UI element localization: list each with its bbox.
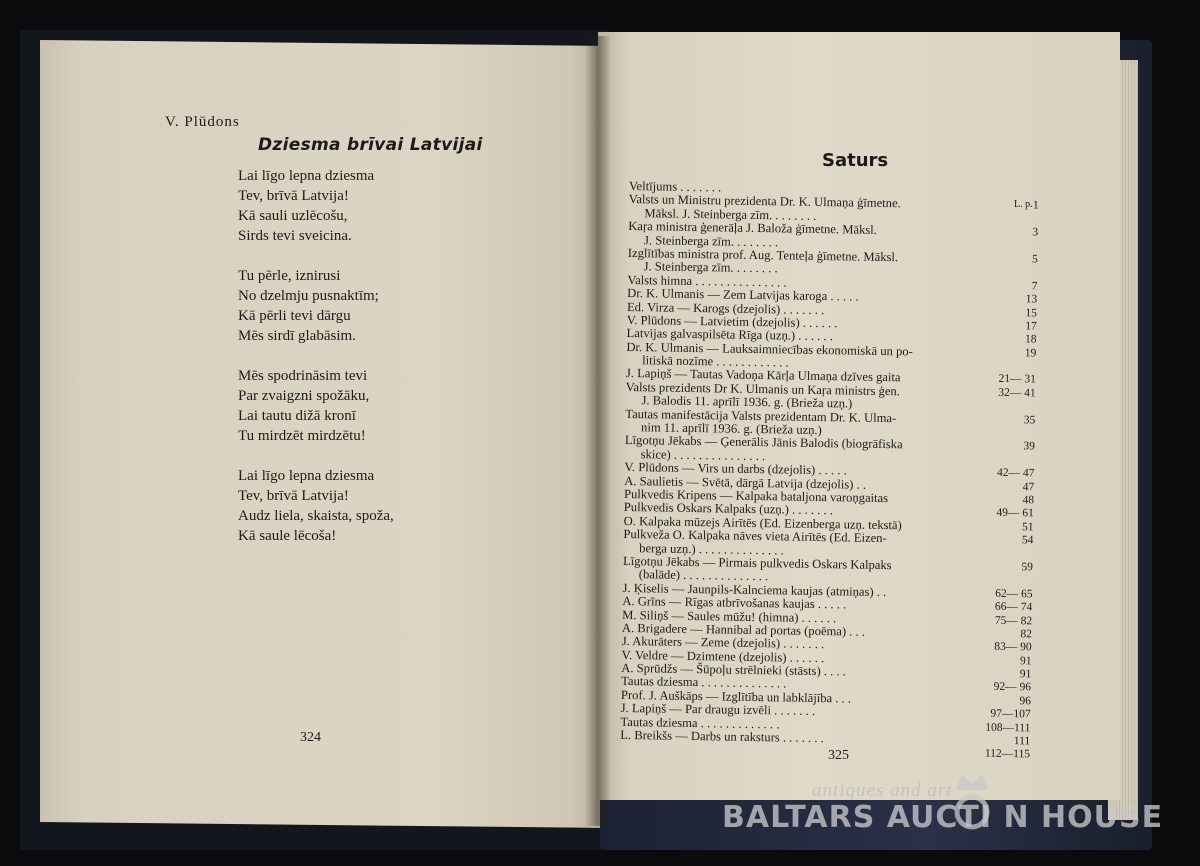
table-of-contents xyxy=(620,180,1039,762)
contents-title: Saturs xyxy=(822,150,889,171)
poem-line: Tu mirdzēt mirdzētu! xyxy=(238,428,366,444)
toc-entry-page: 5 xyxy=(1031,253,1038,266)
toc-entry-title: Dr. K. Ulmanis — Lauksaimniecības ekonomiskā un po- xyxy=(626,339,913,359)
poem-stanza xyxy=(238,466,394,546)
poem-line: Mēs spodrināsim tevi xyxy=(238,368,368,384)
toc-entry-page: 42— 47 xyxy=(996,467,1035,480)
toc-entry-title: J. Lapiņš — Par draugu izvēli . . . . . . . xyxy=(620,701,816,719)
toc-entry-title: Pulkvedis Oskars Kalpaks (uzņ.) . . . . . . . xyxy=(623,500,834,518)
toc-entry-page: 1 xyxy=(1032,199,1039,212)
toc-entry-page: 7 xyxy=(1031,280,1038,293)
toc-entry-title: A. Grīns — Rīgas atbrīvošanas kaujas . . . . . xyxy=(622,594,847,612)
toc-entry-title: J. Akurāters — Zeme (dzejolis) . . . . . . . xyxy=(621,634,825,652)
toc-entry-page: 91 xyxy=(1019,668,1032,681)
poem-line: Lai līgo lepna dziesma xyxy=(238,168,375,184)
poem-stanza xyxy=(238,166,394,246)
poem-line: Tev, brīvā Latvija! xyxy=(238,188,349,204)
toc-entry-page: 75— 82 xyxy=(994,614,1033,627)
poem-line: Audz liela, skaista, spoža, xyxy=(238,508,394,524)
toc-entry-page: 66— 74 xyxy=(994,600,1033,614)
toc-entry-page: 49— 61 xyxy=(996,507,1034,520)
toc-entry-title: Māksl. J. Steinberga zīm. . . . . . . . xyxy=(644,206,817,223)
toc-entry-page: 3 xyxy=(1032,226,1039,239)
toc-entry-title: L. Breikšs — Darbs un raksturs . . . . . . . xyxy=(620,727,824,746)
toc-entry-title: Valsts prezidents Dr K. Ulmanis un Kaŗa ministrs ģen. xyxy=(625,379,901,399)
poem-line: Lai līgo lepna dziesma xyxy=(238,468,375,484)
poem-line: Mēs sirdī glabāsim. xyxy=(238,328,356,344)
toc-entry-title: Pulkveža O. Kalpaka nāves vieta Airītēs (Ed. Eizen- xyxy=(623,527,887,546)
toc-entry-title: V. Plūdons — Virs un darbs (dzejolis) . . . . . xyxy=(624,460,847,478)
toc-entry-title: J. Balodis 11. aprīlī 1936. g. (Brieža uzņ.) xyxy=(641,393,853,411)
poem-title: Dziesma brīvai Latvijai xyxy=(258,135,483,155)
toc-entry-title: V. Veldre — Dzimtene (dzejolis) . . . . . . xyxy=(621,647,825,665)
toc-entry-page: 32— 41 xyxy=(998,386,1036,400)
toc-entry-title: M. Siliņš — Saules mūžu! (himna) . . . . . . xyxy=(622,607,837,625)
toc-entry-page: 111 xyxy=(1013,735,1031,748)
toc-entry-title: Valsts himna . . . . . . . . . . . . . . . xyxy=(627,272,787,290)
poem-line: Par zvaigzni spožāku, xyxy=(238,388,370,404)
poem-line: Kā saule lēcoša! xyxy=(238,528,337,544)
left-page-number: 324 xyxy=(300,730,321,745)
toc-entry-title: A. Brigadere — Hannibal ad portas (poēma) . . . xyxy=(621,620,866,639)
toc-entry-title: skice) . . . . . . . . . . . . . . . xyxy=(640,447,766,463)
toc-entry-title: Līgotņu Jēkabs — Ģenerālis Jānis Balodis (biogrāfiska xyxy=(624,433,903,452)
poem-line: Tev, brīvā Latvija! xyxy=(238,488,349,504)
toc-entry-page: 97—107 xyxy=(990,707,1031,721)
book-gutter xyxy=(585,36,611,826)
toc-entry-title: O. Kalpaka mūzejs Airītēs (Ed. Eizenberga uzņ. tekstā) xyxy=(623,513,902,533)
poem-line: No dzelmju pusnaktīm; xyxy=(238,288,379,304)
poem-body xyxy=(238,166,394,566)
toc-entry-page: 21— 31 xyxy=(998,373,1037,386)
toc-entry-title: Kaŗa ministra ģenerāļa J. Baloža ģīmetne. Māksl. xyxy=(628,219,877,238)
poem-line: Tu pērle, iznirusi xyxy=(238,268,341,284)
poem-line: Kā sauli uzlēcošu, xyxy=(238,208,348,224)
toc-entry-title: nim 11. aprīlī 1936. g. (Brieža uzņ.) xyxy=(641,420,822,438)
toc-entry-title: J. Lapiņš — Tautas Vadoņa Kārļa Ulmaņa dzīves gaita xyxy=(625,366,901,385)
poem-author: V. Plūdons xyxy=(165,114,240,130)
toc-entry-title: Prof. J. Auškāps — Izglītība un labklājība . . . xyxy=(620,687,852,706)
toc-entry-page: 92— 96 xyxy=(993,681,1032,694)
toc-entry-title: Pulkvedis Kripens — Kalpaka bataljona varoņgaitas xyxy=(623,486,889,506)
toc-entry-title: Latvijas galvaspilsēta Rīga (uzņ.) . . . . . . xyxy=(626,326,834,344)
toc-entry-page: 39 xyxy=(1023,440,1035,453)
toc-entry-page: 62— 65 xyxy=(995,587,1033,601)
toc-entry-title: Ed. Virza — Karogs (dzejolis) . . . . . . . xyxy=(626,299,825,317)
toc-entry-title: Veltījums . . . . . . . xyxy=(628,179,722,195)
toc-entry-page: 47 xyxy=(1022,480,1035,493)
watermark-tagline: antiques and art xyxy=(812,780,953,801)
toc-entry-title: V. Plūdons — Latvietim (dzejolis) . . . . . . xyxy=(626,312,838,331)
toc-entry-page: 54 xyxy=(1021,534,1034,547)
poem-line: Sirds tevi sveicina. xyxy=(238,228,352,244)
toc-entry-page: 48 xyxy=(1022,494,1035,507)
toc-entry-title: A. Saulietis — Svētā, dārgā Latvija (dzejolis) . . xyxy=(624,473,867,492)
toc-entry-page: 91 xyxy=(1019,654,1032,668)
poem-line: Kā pērli tevi dārgu xyxy=(238,308,351,324)
toc-entry-title: Tautas dziesma . . . . . . . . . . . . . . xyxy=(621,674,787,691)
toc-entry-page: 15 xyxy=(1025,306,1038,319)
toc-entry-page: 82 xyxy=(1020,628,1033,641)
toc-entry-title: litiskā nozīme . . . . . . . . . . . . xyxy=(642,353,789,370)
toc-entry-title: Tautas manifestācija Valsts prezidentam Dr. K. Ulma- xyxy=(625,406,897,425)
toc-entry-page: 17 xyxy=(1025,320,1037,333)
toc-entry-page: 18 xyxy=(1024,333,1037,346)
toc-entry-title: A. Sprūdžs — Šūpoļu strēlnieki (stāsts) . . . . xyxy=(621,661,847,679)
poem-line: Lai tautu dižā kronī xyxy=(238,408,356,424)
toc-entry-title: J. Ķiselis — Jaunpils-Kalnciema kaujas (atmiņas) . . xyxy=(622,580,887,599)
toc-entry-page: 108—111 xyxy=(985,721,1031,734)
right-page-number: 325 xyxy=(828,748,849,763)
toc-entry-page: 51 xyxy=(1022,520,1034,534)
toc-entry-title: Tautas dziesma . . . . . . . . . . . . . xyxy=(620,714,780,732)
toc-entry-title: J. Steinberga zīm. . . . . . . . xyxy=(643,259,778,276)
toc-entry-title: (balāde) . . . . . . . . . . . . . . xyxy=(638,567,769,584)
toc-entry-page: 35 xyxy=(1023,413,1036,427)
toc-entry-title: Līgotņu Jēkabs — Pirmais pulkvedis Oskars Kalpaks xyxy=(622,553,892,573)
page-column-header: L. p. xyxy=(1014,199,1033,210)
poem-stanza xyxy=(238,266,394,346)
toc-entry-page: 112—115 xyxy=(984,748,1031,761)
toc-entry-page: 96 xyxy=(1019,695,1031,708)
toc-entry-title: Valsts un Ministru prezidenta Dr. K. Ulmaņa ģīmetne. xyxy=(628,192,901,211)
crown-icon xyxy=(950,768,994,835)
watermark-brand: BALTARS AUCTI N HOUSE xyxy=(722,800,1164,835)
toc-entry-title: berga uzņ.) . . . . . . . . . . . . . . xyxy=(639,540,784,558)
toc-entry-page: 83— 90 xyxy=(994,641,1032,654)
toc-entry-title: J. Steinberga zīm. . . . . . . . xyxy=(643,232,779,249)
toc-entry-page: 19 xyxy=(1024,346,1037,360)
toc-entry-page: 59 xyxy=(1021,561,1034,574)
toc-entry-title: Dr. K. Ulmanis — Zem Latvijas karoga . . . . . xyxy=(627,286,859,304)
toc-entry-page: 13 xyxy=(1025,293,1038,306)
poem-stanza xyxy=(238,366,394,446)
toc-entry-title: Izglītības ministra prof. Aug. Tenteļa ģīmetne. Māksl. xyxy=(627,245,899,265)
